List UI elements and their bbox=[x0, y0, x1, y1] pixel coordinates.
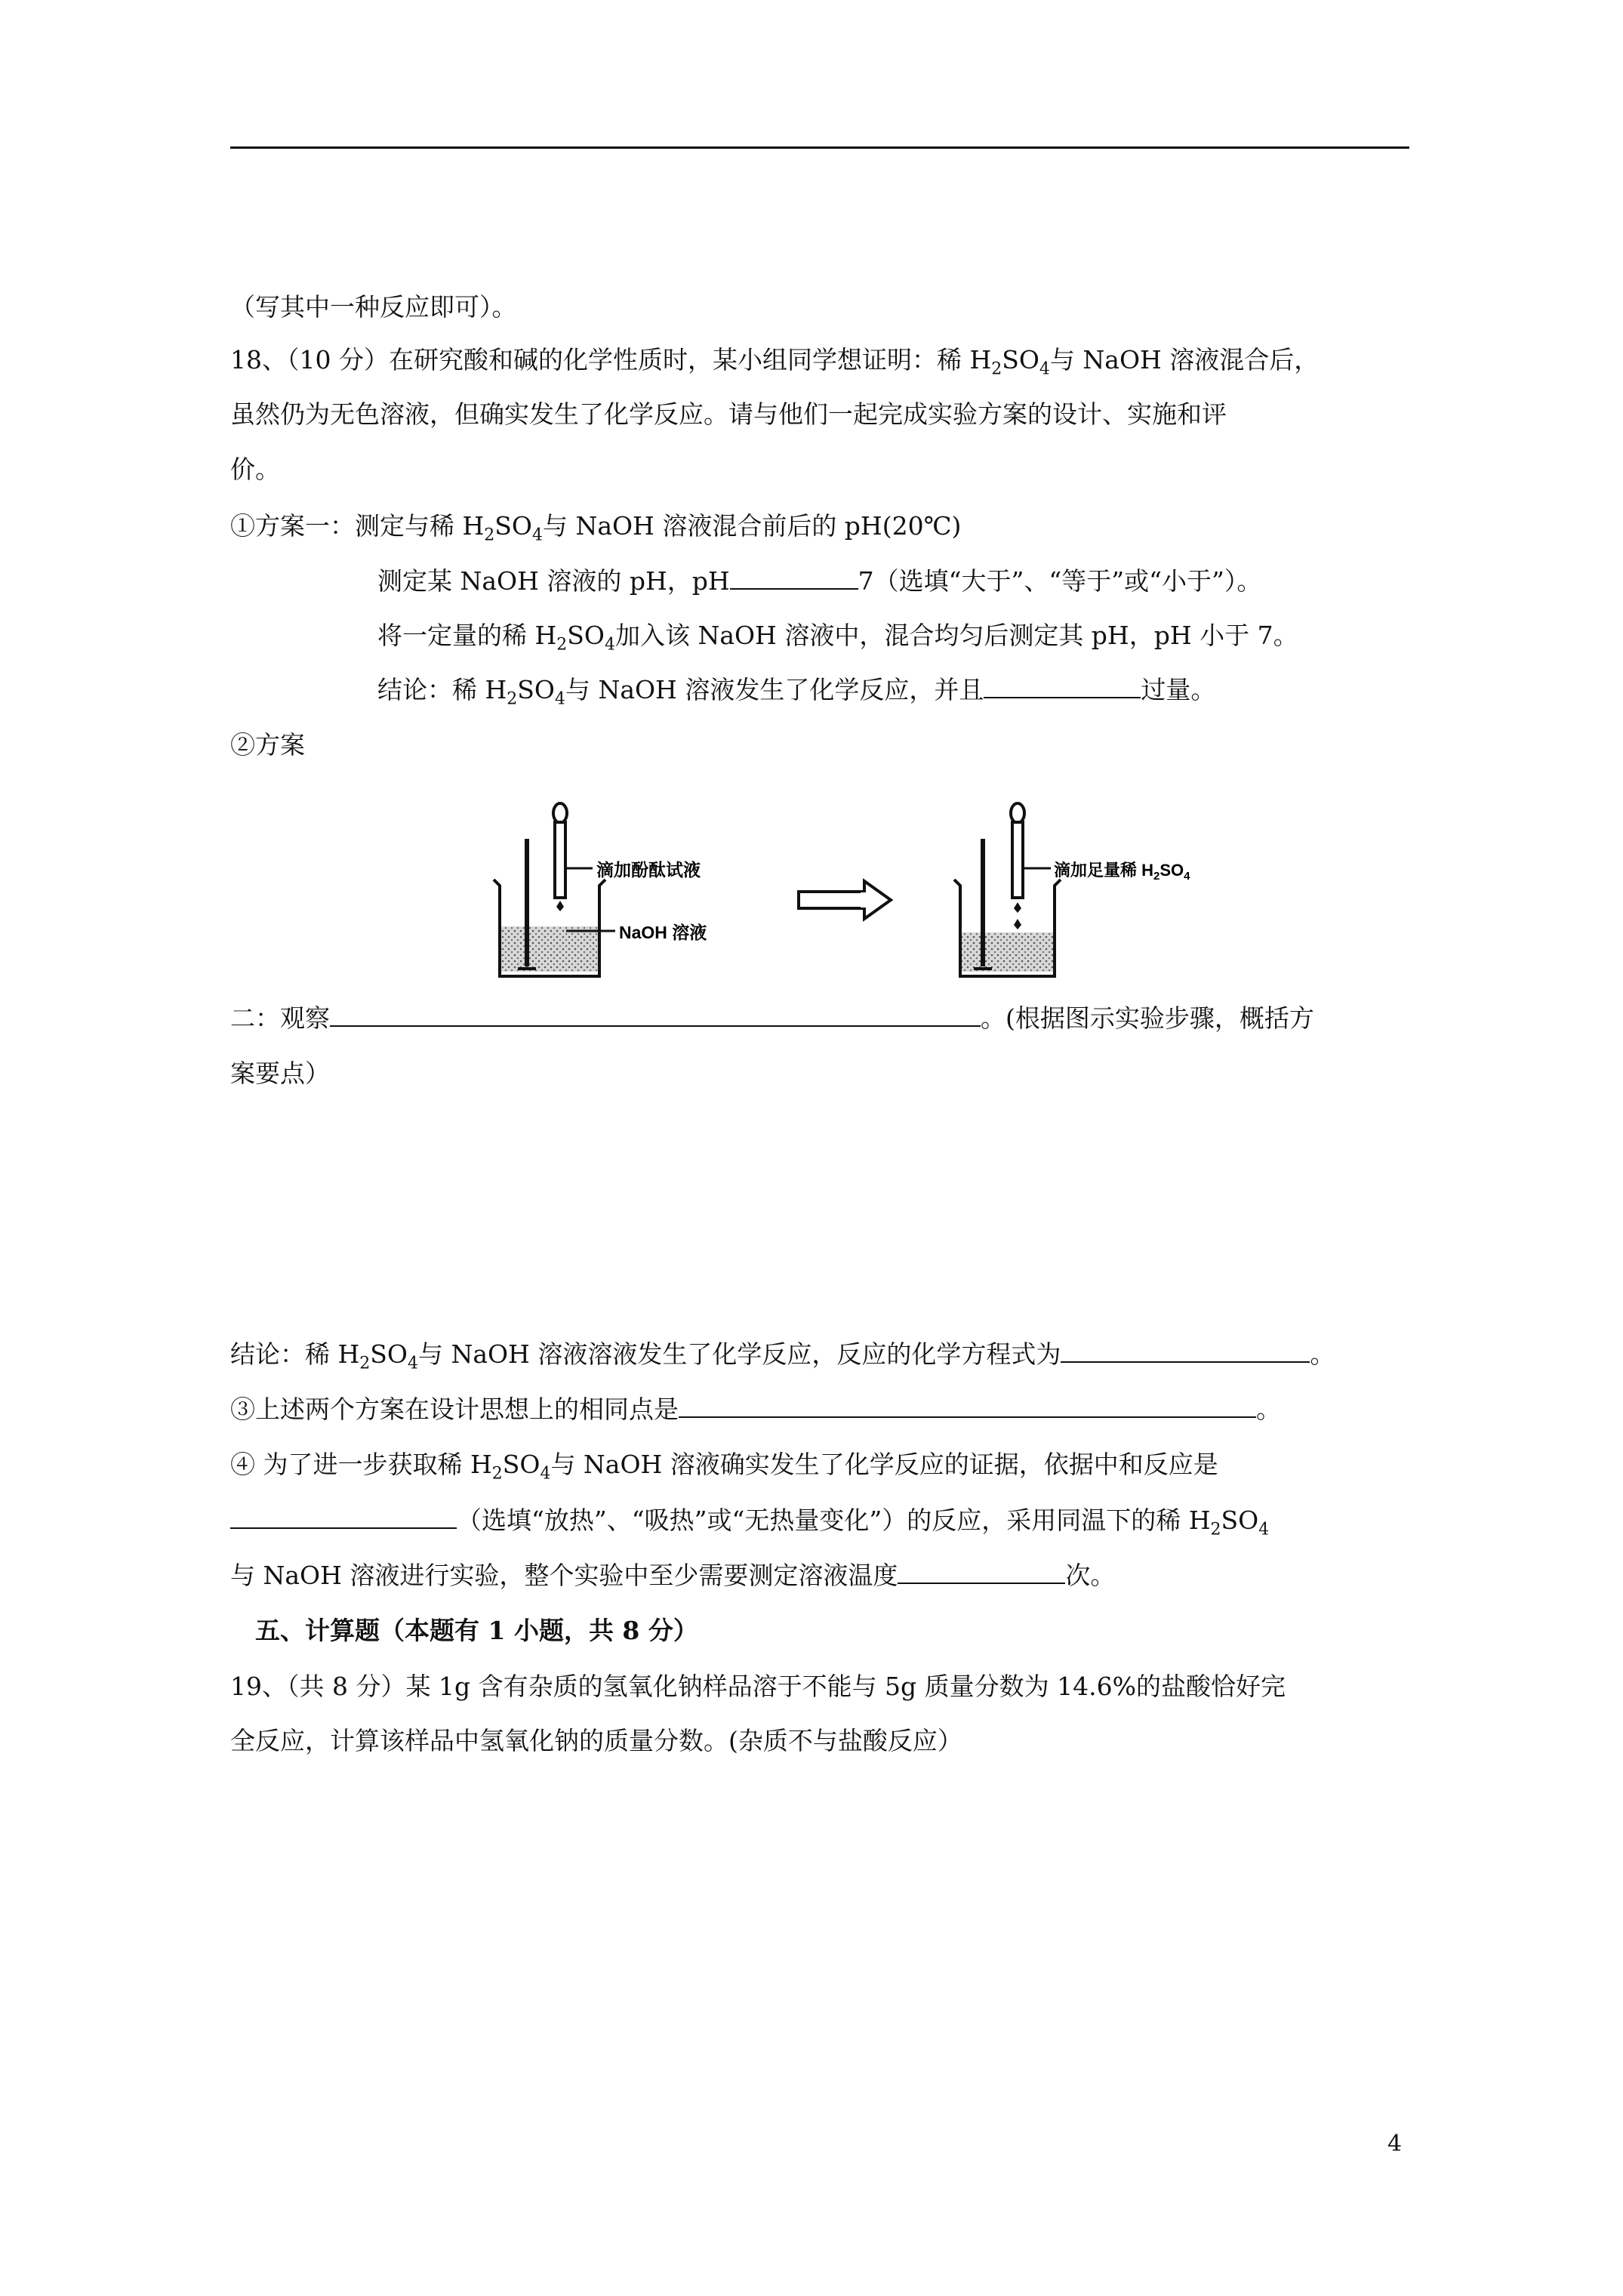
common-point-answer-blank[interactable] bbox=[679, 1394, 1256, 1418]
q19-line-1: 19、（共 8 分）某 1g 含有杂质的氢氧化钠样品溶于不能与 5g 质量分数为 14.6%的盐酸恰好完 bbox=[230, 1672, 1286, 1701]
plan-1-step-2: 将一定量的稀 $H_2SO_4$加入该 NaOH 溶液中，混合均匀后测定其 pH，pH 小于 7。 bbox=[377, 621, 1298, 655]
equation-answer-blank[interactable] bbox=[1061, 1339, 1310, 1363]
beaker-left-icon bbox=[494, 880, 605, 976]
q18-part-3: ③上述两个方案在设计思想上的相同点是 。 bbox=[230, 1395, 1281, 1424]
arrow-icon bbox=[799, 881, 891, 919]
plan-2-observe-cont: 案要点） bbox=[230, 1059, 330, 1088]
beaker-right-icon bbox=[954, 880, 1061, 976]
section-5-heading: 五、计算题（本题有 1 小题，共 8 分） bbox=[255, 1616, 698, 1645]
plan-1-step-1: 测定某 NaOH 溶液的 pH，pH 7（选填“大于”、“等于”或“小于”）。 bbox=[377, 566, 1262, 596]
experiment-diagram bbox=[483, 797, 1190, 993]
dropper-right-icon bbox=[1011, 803, 1024, 929]
label-phenolphthalein: 滴加酚酞试液 bbox=[596, 860, 701, 880]
q17-tail: （写其中一种反应即可）。 bbox=[230, 292, 517, 322]
plan-2-title: ②方案 bbox=[230, 730, 305, 760]
plan-1-conclusion: 结论：稀 $H_2SO_4$与 NaOH 溶液发生了化学反应，并且 过量。 bbox=[377, 675, 1216, 709]
temperature-count-blank[interactable] bbox=[898, 1560, 1065, 1584]
header-rule bbox=[230, 146, 1409, 149]
q18-part-4-line-3: 与 NaOH 溶液进行实验，整个实验中至少需要测定溶液温度 次。 bbox=[230, 1561, 1116, 1590]
q18-part-4-line-1: ④ 为了进一步获取稀 $H_2SO_4$与 NaOH 溶液确实发生了化学反应的证据，依据中和反应是 bbox=[230, 1450, 1218, 1484]
q18-line-1: 18、（10 分）在研究酸和碱的化学性质时，某小组同学想证明：稀 $H_2SO_4$与 NaOH 溶液混合后， bbox=[230, 345, 1320, 379]
q19-line-2: 全反应，计算该样品中氢氧化钠的质量分数。(杂质不与盐酸反应） bbox=[230, 1726, 962, 1755]
dropper-left-icon bbox=[553, 803, 567, 911]
heat-answer-blank[interactable] bbox=[230, 1505, 457, 1529]
page-number: 4 bbox=[1387, 2131, 1403, 2157]
q18-part-4-line-2: （选填“放热”、“吸热”或“无热量变化”）的反应，采用同温下的稀 $H_2SO_4$ bbox=[230, 1504, 1269, 1537]
label-naoh-solution: NaOH 溶液 bbox=[619, 923, 707, 942]
label-add-sulfuric-acid: 滴加足量稀 $H_2SO_4$ bbox=[1054, 861, 1190, 883]
plan-2-conclusion: 结论：稀 $H_2SO_4$与 NaOH 溶液溶液发生了化学反应，反应的化学方程式为 。 bbox=[230, 1339, 1335, 1373]
observe-answer-blank[interactable] bbox=[330, 1003, 981, 1027]
q18-line-2: 虽然仍为无色溶液，但确实发生了化学反应。请与他们一起完成实验方案的设计、实施和评 bbox=[230, 399, 1227, 429]
plan-2-observe: 二：观察 。(根据图示实验步骤，概括方 bbox=[230, 1003, 1314, 1033]
q18-line-3: 价。 bbox=[230, 455, 280, 484]
excess-answer-blank[interactable] bbox=[984, 674, 1141, 698]
plan-1-title: ①方案一：测定与稀 $H_2SO_4$与 NaOH 溶液混合前后的 pH(20℃) bbox=[230, 511, 962, 545]
ph-answer-blank[interactable] bbox=[730, 566, 858, 590]
